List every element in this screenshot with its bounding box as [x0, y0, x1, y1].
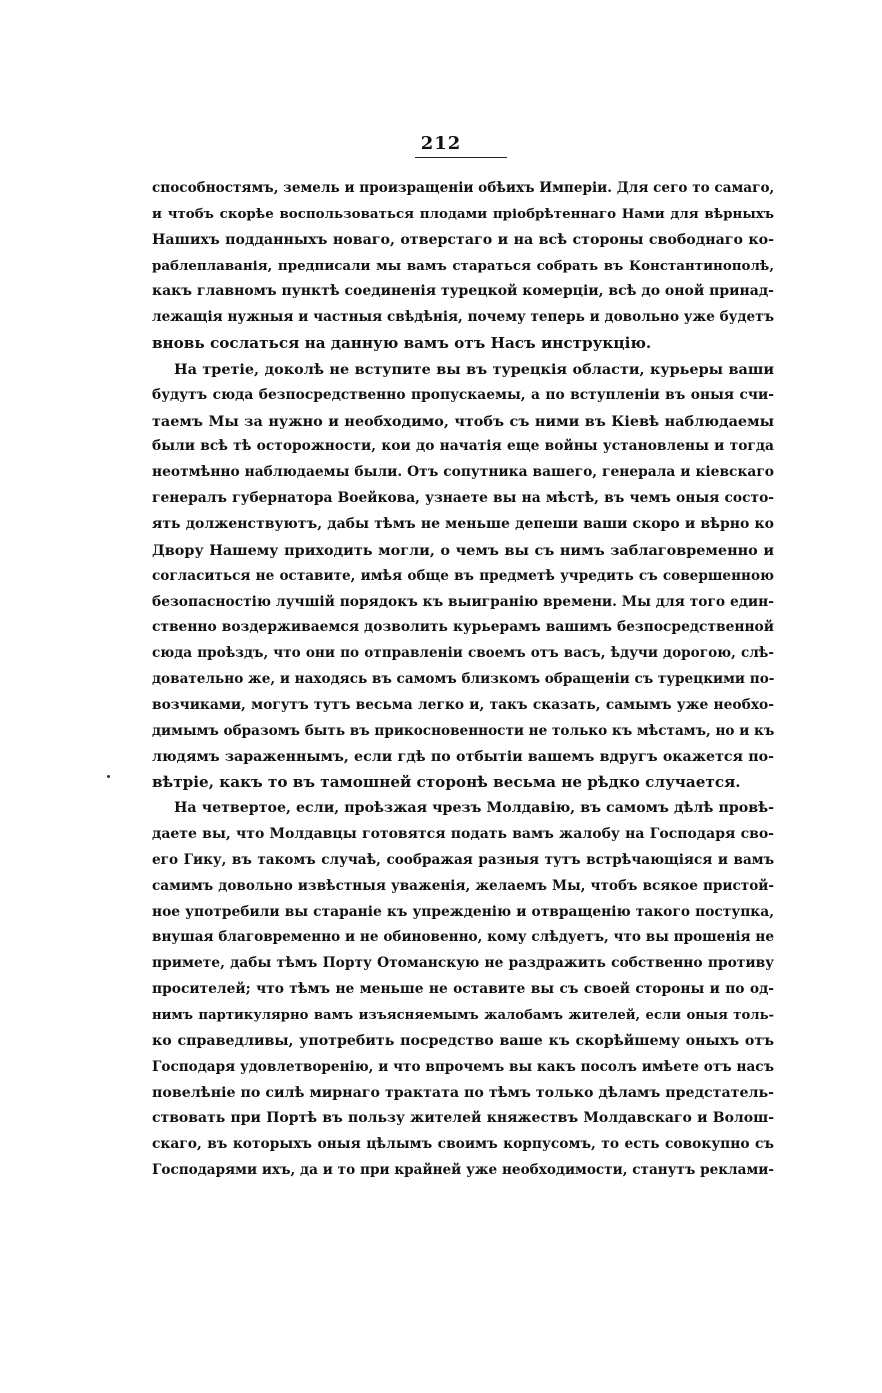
text-line: лежащія нужныя и частныя свѣдѣнія, почему теперь и довольно уже будетъ — [152, 309, 774, 326]
text-line: На четвертое, если, проѣзжая чрезъ Молдавію, въ самомъ дѣлѣ провѣ- — [174, 800, 774, 817]
text-line: повелѣніе по силѣ мирнаго трактата по тѣмъ только дѣламъ предстатель- — [152, 1084, 774, 1101]
text-line: согласиться не оставите, имѣя обще въ предметѣ учредить съ совершенною — [152, 567, 774, 584]
text-line: Господаря удовлетворенію, и что впрочемъ вы какъ посолъ имѣете отъ насъ — [152, 1058, 774, 1075]
text-line: ко справедливы, употребить посредство ваше къ скорѣйшему оныхъ отъ — [152, 1032, 774, 1049]
text-line: примете, дабы тѣмъ Порту Отоманскую не раздражить собственно противу — [152, 955, 774, 972]
page-number: 212 — [420, 133, 462, 154]
text-line: ять долженствуютъ, дабы тѣмъ не меньше депеши ваши скоро и вѣрно ко — [152, 515, 774, 532]
text-line: димымъ образомъ быть въ прикосновенности не только къ мѣстамъ, но и къ — [152, 722, 775, 739]
text-line: его Гику, въ такомъ случаѣ, соображая разныя тутъ встрѣчающіяся и вамъ — [152, 851, 774, 868]
text-line: внушая благовременно и не обиновенно, кому слѣдуетъ, что вы прошенія не — [152, 929, 774, 946]
text-line: неотмѣнно наблюдаемы были. Отъ сопутника вашего, генерала и кіевскаго — [152, 464, 774, 481]
text-line: На третіе, доколѣ не вступите вы въ турецкія области, курьеры ваши — [174, 360, 774, 378]
text-line: ствовать при Портѣ въ пользу жителей княжествъ Молдавскаго и Волош- — [152, 1110, 774, 1127]
text-line: людямъ зараженнымъ, если гдѣ по отбытіи вашемъ вдругъ окажется по- — [152, 748, 774, 765]
text-line: вѣтріе, какъ то въ тамошней сторонѣ весьма не рѣдко случается. — [152, 773, 741, 792]
text-line: нимъ партикулярно вамъ изъясняемымъ жалобамъ жителей, если оныя толь- — [152, 1008, 774, 1023]
text-line: даете вы, что Молдавцы готовятся подать вамъ жалобу на Господаря сво- — [152, 826, 774, 843]
paragraph-2 — [152, 357, 774, 796]
text-line: и чтобъ скорѣе воспользоваться плодами пріобрѣтеннаго Нами для вѣрныхъ — [152, 205, 774, 222]
text-line: Двору Нашему приходить могли, о чемъ вы съ нимъ заблаговременно и — [152, 541, 774, 559]
text-line: были всѣ тѣ осторожности, кои до начатія еще войны установлены и тогда — [152, 438, 774, 455]
paragraph-1 — [152, 176, 774, 357]
text-line: какъ главномъ пунктѣ соединенія турецкой комерціи, всѣ до оной принад- — [152, 283, 774, 300]
text-body — [152, 176, 774, 1184]
text-line: возчиками, могутъ тутъ весьма легко и, такъ сказать, самымъ уже необхо- — [152, 696, 774, 713]
text-line: самимъ довольно извѣстныя уваженія, желаемъ Мы, чтобъ всякое пристой- — [152, 877, 774, 894]
text-line: вновь сослаться на данную вамъ отъ Насъ инструкцію. — [152, 334, 652, 353]
text-line: ное употребили вы стараніе къ упрежденію и отвращенію такого поступка, — [152, 903, 774, 920]
text-line: Нашихъ подданныхъ новаго, отверстаго и на всѣ стороны свободнаго ко- — [152, 231, 774, 248]
paragraph-3 — [152, 796, 774, 1184]
header-rule — [415, 157, 507, 158]
text-line: Господарями ихъ, да и то при крайней уже необходимости, станутъ реклами- — [152, 1162, 774, 1179]
text-line: генералъ губернатора Воейкова, узнаете вы на мѣстѣ, въ чемъ оныя состо- — [152, 490, 774, 507]
text-line: раблеплаванія, предписали мы вамъ стараться собрать въ Константинополѣ, — [152, 257, 774, 274]
text-line: будутъ сюда безпосредственно пропускаемы, а по вступленіи въ оныя счи- — [152, 386, 774, 403]
text-line: безопасностію лучшій порядокъ къ выигранію времени. Мы для того един- — [152, 593, 774, 610]
text-line: скаго, въ которыхъ оныя цѣлымъ своимъ корпусомъ, то есть совокупно съ — [152, 1136, 774, 1153]
text-line: сюда проѣздъ, что они по отправленіи своемъ отъ васъ, ѣдучи дорогою, слѣ- — [152, 645, 774, 662]
text-line: ственно воздерживаемся дозволить курьерамъ вашимъ безпосредственной — [152, 619, 774, 636]
text-line: просителей; что тѣмъ не меньше не оставите вы съ своей стороны и по од- — [152, 981, 774, 998]
text-line: довательно же, и находясь въ самомъ близкомъ обращеніи съ турецкими по- — [152, 671, 775, 688]
text-line: таемъ Мы за нужно и необходимо, чтобъ съ ними въ Кіевѣ наблюдаемы — [152, 412, 774, 430]
text-line: способностямъ, земель и произращеніи обѣихъ Имперіи. Для сего то самаго, — [152, 180, 775, 196]
margin-speck — [107, 775, 110, 778]
